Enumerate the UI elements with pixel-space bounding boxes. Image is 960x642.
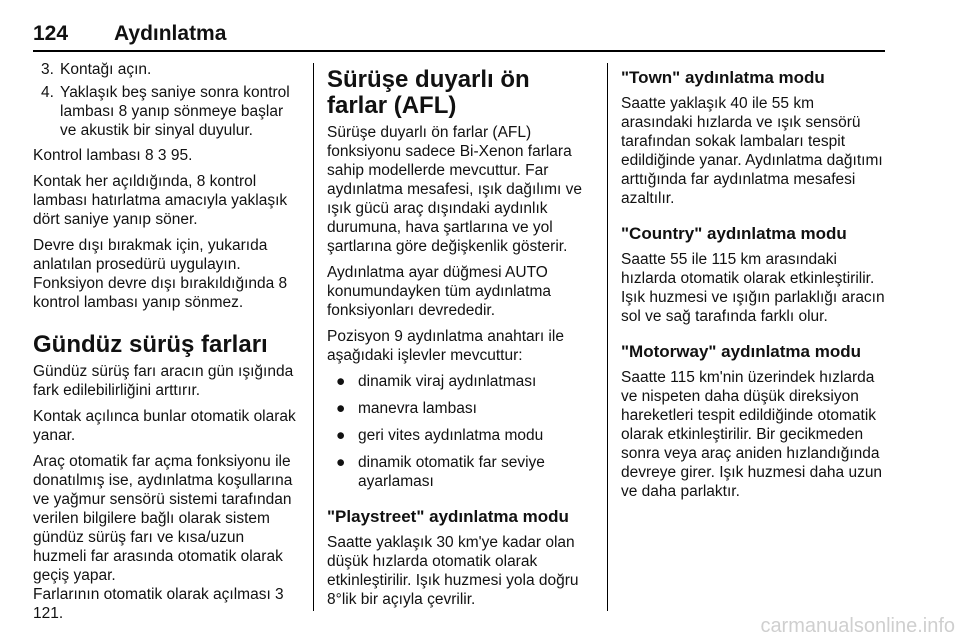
function-list bbox=[327, 372, 595, 491]
step-number: 3. bbox=[41, 61, 54, 78]
paragraph: Aydınlatma ayar düğmesi AUTO konumundayken tüm aydınlatma fonksiyonları devrededir. bbox=[327, 264, 552, 319]
list-item bbox=[33, 83, 301, 140]
paragraph: Kontak açılınca bunlar otomatik olarak yanar. bbox=[33, 408, 296, 444]
bullet-icon: ● bbox=[336, 454, 346, 471]
heading-town-mode: "Town" aydınlatma modu bbox=[621, 68, 825, 87]
paragraph: Sürüşe duyarlı ön farlar (AFL) fonksiyonu sadece Bi-Xenon farlara sahip modellerde mevcuttur. Far aydınlatma mesafesi, ışık dağılımı ve ışık gücü araç dışındaki aydınlık durumuna, hava şartlarına ve yol şartlarına göre değişkenlik gösterir. bbox=[327, 124, 582, 255]
page-number: 124 bbox=[33, 22, 69, 45]
column-1 bbox=[33, 60, 301, 630]
list-item bbox=[327, 453, 595, 491]
page-header bbox=[33, 0, 885, 52]
paragraph: Kontrol lambası 8 3 95. bbox=[33, 147, 193, 164]
heading-afl: Sürüşe duyarlı ön farlar (AFL) bbox=[327, 66, 530, 119]
paragraph: Devre dışı bırakmak için, yukarıda anlatılan prosedürü uygulayın. bbox=[33, 237, 268, 273]
paragraph: Kontak her açıldığında, 8 kontrol lambası hatırlatma amacıyla yaklaşık dört saniye yanıp söner. bbox=[33, 173, 288, 228]
bullet-text: manevra lambası bbox=[358, 400, 477, 417]
step-text: Kontağı açın. bbox=[60, 61, 152, 78]
paragraph: Saatte yaklaşık 30 km'ye kadar olan düşük hızlarda otomatik olarak etkinleştirilir. Işık huzmesi yola doğru 8°lik bir açıyla çevrilir. bbox=[327, 534, 579, 608]
column-3 bbox=[621, 60, 889, 508]
paragraph: Araç otomatik far açma fonksiyonu ile donatılmış ise, aydınlatma koşullarına ve yağmur sensörü sistemi tarafından verilen bilgilere bağlı olarak sistem gündüz sürüş farı ve kısa/uzun huzmeli far arasında otomatik olarak geçiş yapar. bbox=[33, 453, 293, 584]
step-text: Yaklaşık beş saniye sonra kontrol lambası 8 yanıp sönmeye başlar ve akustik bir sinyal duyulur. bbox=[60, 84, 290, 139]
list-item bbox=[33, 60, 301, 79]
bullet-icon: ● bbox=[336, 400, 346, 417]
paragraph: Farlarının otomatik olarak açılması 3 121. bbox=[33, 586, 284, 622]
list-item bbox=[327, 399, 595, 418]
column-divider-2 bbox=[607, 63, 608, 611]
column-2 bbox=[327, 60, 595, 616]
watermark: carmanualsonline.info bbox=[760, 615, 955, 637]
bullet-text: dinamik otomatik far seviye ayarlaması bbox=[358, 454, 545, 490]
bullet-icon: ● bbox=[336, 427, 346, 444]
bullet-text: dinamik viraj aydınlatması bbox=[358, 373, 537, 390]
section-title: Aydınlatma bbox=[114, 22, 227, 45]
list-item bbox=[327, 426, 595, 445]
paragraph: Saatte 115 km'nin üzerindek hızlarda ve nispeten daha düşük direksiyon hareketleri tespit edildiğinde otomatik olarak etkinleştirilir. Bir gecikmeden sonra veya araç aniden hızlandığında devreye girer. Işık huzmesi daha uzun ve daha parlaktır. bbox=[621, 369, 883, 500]
paragraph: Saatte yaklaşık 40 ile 55 km arasındaki hızlarda ve ışık sensörü tarafından sokak lambaları tespit edildiğinde yanar. Aydınlatma dağıtımı arttığında far aydınlatma mesafesi azaltılır. bbox=[621, 95, 883, 207]
steps-list bbox=[33, 60, 301, 140]
heading-playstreet-mode: "Playstreet" aydınlatma modu bbox=[327, 507, 569, 526]
list-item bbox=[327, 372, 595, 391]
heading-daytime-running-lights: Gündüz sürüş farları bbox=[33, 331, 268, 358]
paragraph: Saatte 55 ile 115 km arasındaki hızlarda otomatik olarak etkinleştirilir. Işık huzmesi ve ışığın parlaklığı aracın sol ve sağ tarafında farklı olur. bbox=[621, 251, 885, 325]
paragraph: Pozisyon 9 aydınlatma anahtarı ile aşağıdaki işlevler mevcuttur: bbox=[327, 328, 564, 364]
heading-motorway-mode: "Motorway" aydınlatma modu bbox=[621, 342, 861, 361]
column-divider-1 bbox=[313, 63, 314, 611]
paragraph: Gündüz sürüş farı aracın gün ışığında fark edilebilirliğini arttırır. bbox=[33, 363, 294, 399]
bullet-icon: ● bbox=[336, 373, 346, 390]
step-number: 4. bbox=[41, 84, 54, 101]
bullet-text: geri vites aydınlatma modu bbox=[358, 427, 544, 444]
paragraph: Fonksiyon devre dışı bırakıldığında 8 kontrol lambası yanıp sönmez. bbox=[33, 275, 288, 311]
header-rule bbox=[33, 50, 885, 52]
heading-country-mode: "Country" aydınlatma modu bbox=[621, 224, 847, 243]
